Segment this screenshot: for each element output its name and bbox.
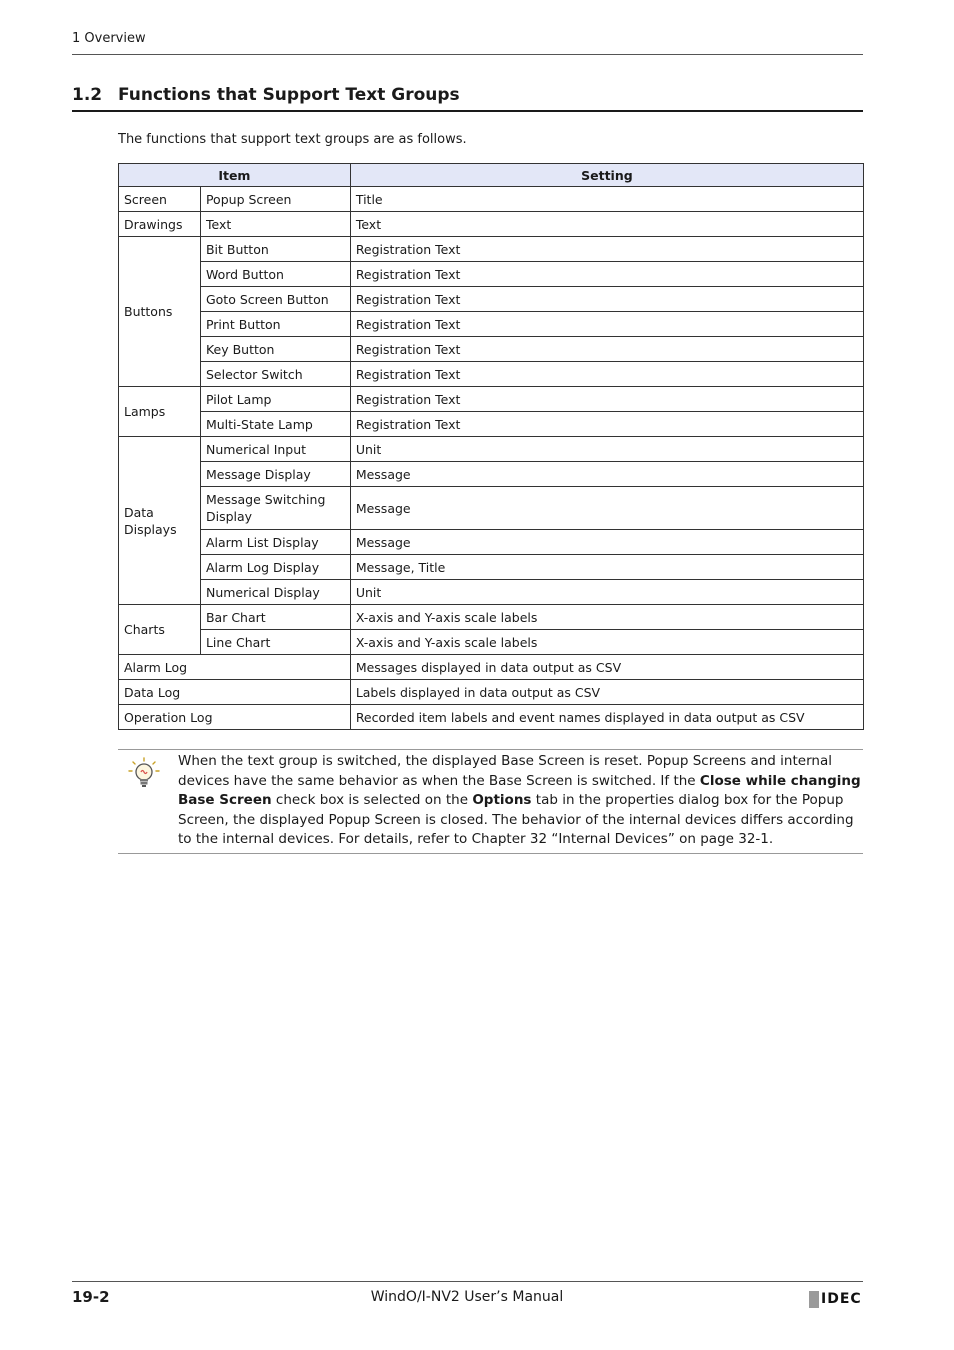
item-cell: Line Chart bbox=[200, 630, 350, 655]
item-cell: Word Button bbox=[200, 262, 350, 287]
table-row bbox=[119, 337, 864, 362]
header-item: Item bbox=[119, 164, 351, 187]
setting-cell: Title bbox=[350, 187, 863, 212]
item-cell: Goto Screen Button bbox=[200, 287, 350, 312]
item-cell: Text bbox=[200, 212, 350, 237]
setting-cell: Registration Text bbox=[350, 262, 863, 287]
table-row bbox=[119, 555, 864, 580]
note-bold-option-name: Close while changing Base Screen bbox=[178, 772, 861, 808]
setting-cell: Unit bbox=[350, 580, 863, 605]
section-number: 1.2 bbox=[72, 85, 103, 105]
setting-cell: X-axis and Y-axis scale labels bbox=[350, 630, 863, 655]
table-row bbox=[119, 705, 864, 730]
table-row bbox=[119, 437, 864, 462]
setting-cell: Registration Text bbox=[350, 237, 863, 262]
item-cell: Selector Switch bbox=[200, 362, 350, 387]
setting-cell: Registration Text bbox=[350, 287, 863, 312]
setting-cell: Registration Text bbox=[350, 412, 863, 437]
note-box bbox=[118, 749, 863, 854]
page-number: 19-2 bbox=[72, 1288, 110, 1306]
header-rule bbox=[72, 54, 863, 55]
intro-paragraph: The functions that support text groups are as follows. bbox=[118, 132, 467, 147]
table-row bbox=[119, 362, 864, 387]
item-cell: Bit Button bbox=[200, 237, 350, 262]
note-bold-tab-name: Options bbox=[472, 792, 532, 808]
setting-cell: X-axis and Y-axis scale labels bbox=[350, 605, 863, 630]
note-text-part2: check box is selected on the bbox=[271, 792, 473, 808]
group-cell: Lamps bbox=[119, 387, 201, 437]
setting-cell: Messages displayed in data output as CSV bbox=[350, 655, 863, 680]
setting-cell: Registration Text bbox=[350, 387, 863, 412]
running-head: 1 Overview bbox=[72, 31, 146, 46]
item-cell: Numerical Input bbox=[200, 437, 350, 462]
group-cell: Drawings bbox=[119, 212, 201, 237]
item-cell: Pilot Lamp bbox=[200, 387, 350, 412]
table-row bbox=[119, 212, 864, 237]
table-row bbox=[119, 262, 864, 287]
note-text bbox=[178, 752, 863, 850]
group-cell: Data Displays bbox=[119, 437, 201, 605]
idec-logo bbox=[809, 1290, 862, 1308]
setting-cell: Message bbox=[350, 530, 863, 555]
item-cell: Key Button bbox=[200, 337, 350, 362]
text-group-functions-table bbox=[118, 163, 864, 730]
item-cell: Alarm List Display bbox=[200, 530, 350, 555]
table-row bbox=[119, 580, 864, 605]
item-cell: Numerical Display bbox=[200, 580, 350, 605]
group-cell: Buttons bbox=[119, 237, 201, 387]
table-row bbox=[119, 462, 864, 487]
item-cell: Bar Chart bbox=[200, 605, 350, 630]
setting-cell: Message bbox=[350, 462, 863, 487]
setting-cell: Registration Text bbox=[350, 337, 863, 362]
item-cell: Multi-State Lamp bbox=[200, 412, 350, 437]
setting-cell: Text bbox=[350, 212, 863, 237]
table-row bbox=[119, 187, 864, 212]
table-row bbox=[119, 487, 864, 530]
lightbulb-icon bbox=[126, 756, 162, 792]
table-row bbox=[119, 412, 864, 437]
logo-text: IDEC bbox=[821, 1291, 862, 1307]
table-row bbox=[119, 387, 864, 412]
table-header-row bbox=[119, 164, 864, 187]
item-cell: Message Switching Display bbox=[200, 487, 350, 530]
group-cell: Operation Log bbox=[119, 705, 351, 730]
group-cell: Charts bbox=[119, 605, 201, 655]
table-row bbox=[119, 237, 864, 262]
section-heading bbox=[72, 85, 863, 112]
table-row bbox=[119, 630, 864, 655]
setting-cell: Recorded item labels and event names displayed in data output as CSV bbox=[350, 705, 863, 730]
setting-cell: Labels displayed in data output as CSV bbox=[350, 680, 863, 705]
setting-cell: Message bbox=[350, 487, 863, 530]
item-cell: Print Button bbox=[200, 312, 350, 337]
table-row bbox=[119, 655, 864, 680]
note-text-part1: When the text group is switched, the displayed Base Screen is reset. Popup Screens and internal devices have the same behavior as when the Base Screen is switched. If the bbox=[178, 753, 832, 789]
item-cell: Alarm Log Display bbox=[200, 555, 350, 580]
table-row bbox=[119, 680, 864, 705]
setting-cell: Message, Title bbox=[350, 555, 863, 580]
setting-cell: Unit bbox=[350, 437, 863, 462]
footer-rule bbox=[72, 1281, 863, 1282]
setting-cell: Registration Text bbox=[350, 312, 863, 337]
manual-title: WindO/I-NV2 User’s Manual bbox=[370, 1289, 564, 1305]
group-cell: Screen bbox=[119, 187, 201, 212]
group-cell: Alarm Log bbox=[119, 655, 351, 680]
group-cell: Data Log bbox=[119, 680, 351, 705]
header-setting: Setting bbox=[350, 164, 863, 187]
logo-bar bbox=[809, 1291, 819, 1308]
item-cell: Message Display bbox=[200, 462, 350, 487]
setting-cell: Registration Text bbox=[350, 362, 863, 387]
table-row bbox=[119, 312, 864, 337]
table-row bbox=[119, 530, 864, 555]
section-title: Functions that Support Text Groups bbox=[118, 85, 460, 105]
table-row bbox=[119, 287, 864, 312]
table-row bbox=[119, 605, 864, 630]
note-text-part3: tab in the properties dialog box for the Popup Screen, the displayed Popup Screen is closed. The behavior of the internal devices differs according to the internal devices. For details, refer to Chapter 32 “Internal Devices” on page 32-1. bbox=[178, 792, 854, 847]
item-cell: Popup Screen bbox=[200, 187, 350, 212]
